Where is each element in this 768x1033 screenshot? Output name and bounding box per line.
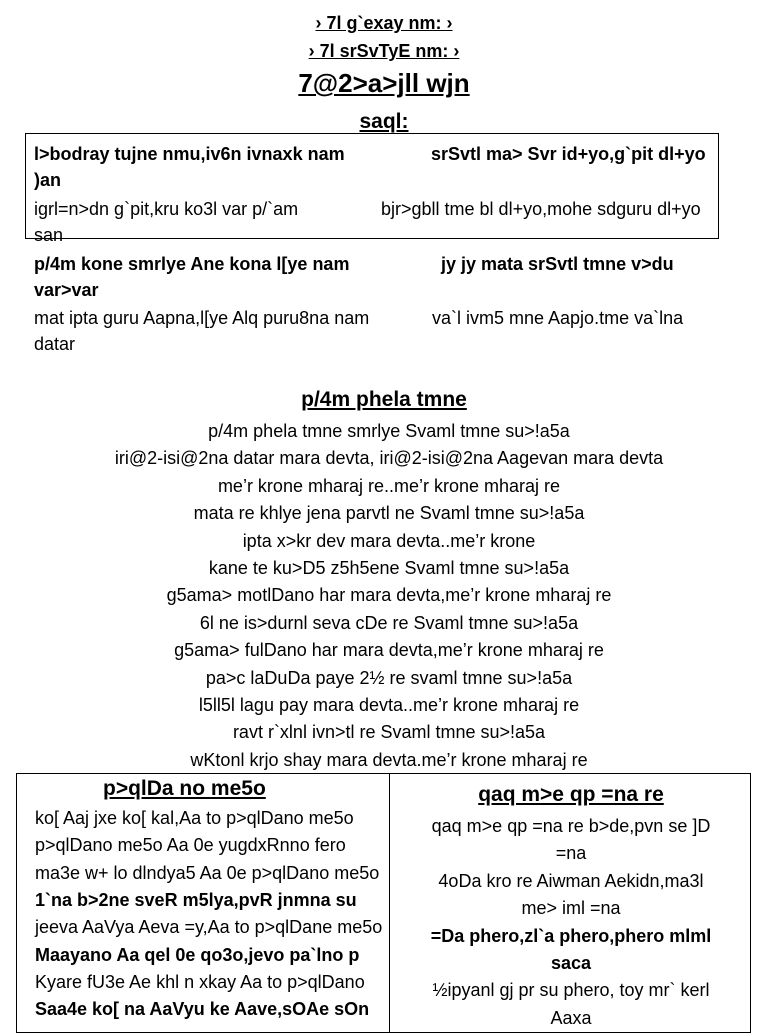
section-heading: p/4m phela tmne	[301, 388, 467, 411]
box-left-line: Maayano Aa qel 0e qo3o,jevo pa`lno p	[35, 944, 360, 965]
intro-r4-right: va`l ivm5 mne Aapjo.tme va`lna	[432, 308, 684, 328]
intro-r4-cont: datar	[34, 334, 76, 354]
intro-r2-right: bjr>gbll tme bl dl+yo,mohe sdguru dl+yo	[381, 199, 701, 219]
song-line: g5ama> motlDano har mara devta,me’r krone mharaj re	[166, 585, 612, 606]
box-right-line: ½ipyanl gj pr su phero, toy mr` kerl	[432, 980, 710, 1001]
box-right-line: qaq m>e qp =na re b>de,pvn se ]D	[431, 816, 711, 836]
page-title: 7@2>a>jll wjn	[298, 68, 470, 98]
intro-r2-left: igrl=n>dn g`pit,kru ko3l var p/`am	[34, 199, 299, 219]
box-right-line: Aaxa	[550, 1007, 592, 1028]
song-line: l5ll5l lagu pay mara devta..me’r krone mharaj re	[198, 694, 580, 715]
intro-r1-left: l>bodray tujne nmu,iv6n ivnaxk nam	[34, 144, 345, 164]
box-left-line: ma3e w+ lo dlndya5 Aa 0e p>qlDano me5o	[35, 862, 380, 883]
box-left-line: Saa4e ko[ na AaVyu ke Aave,sOAe sOn	[35, 999, 370, 1020]
page-subtitle: saql:	[359, 110, 409, 133]
song-line: mata re khlye jena parvtl ne Svaml tmne su>!a5a	[193, 503, 585, 524]
box-right-line: me> iml =na	[521, 898, 621, 919]
song-line: ravt r`xlnl ivn>tl re Svaml tmne su>!a5a	[232, 722, 546, 743]
song-line: 6l ne is>durnl seva cDe re Svaml tmne su>!a5a	[199, 612, 579, 633]
box-left-line: jeeva AaVya Aeva =y,Aa to p>qlDane me5o	[35, 917, 383, 938]
box-left-line: ko[ Aaj jxe ko[ kal,Aa to p>qlDano me5o	[35, 808, 354, 828]
intro-r1-right: srSvtl ma> Svr id+yo,g`pit dl+yo	[431, 144, 706, 164]
box-left-line: p>qlDano me5o Aa 0e yugdxRnno fero	[35, 835, 346, 856]
box-right-line: =Da phero,zl`a phero,phero mlml	[430, 925, 712, 946]
box-right-line: 4oDa kro re Aiwman Aekidn,ma3l	[438, 870, 704, 891]
song-box-left	[16, 773, 391, 1033]
box-left-heading: p>qlDa no me5o	[103, 777, 266, 800]
song-line: me’r krone mharaj re..me’r krone mharaj re	[217, 475, 561, 496]
header-line-1: › 7l g`exay nm: ›	[315, 13, 453, 33]
song-box-right	[389, 773, 751, 1033]
intro-r2-cont: san	[34, 225, 64, 245]
song-line: p/4m phela tmne smrlye Svaml tmne su>!a5a	[208, 421, 570, 441]
song-line: pa>c laDuDa paye 2½ re svaml tmne su>!a5a	[205, 667, 573, 688]
box-right-heading: qaq m>e qp =na re	[478, 783, 664, 806]
box-right-line: =na	[555, 843, 587, 864]
box-left-line: 1`na b>2ne sveR m5lya,pvR jnmna su	[35, 889, 357, 910]
header-line-2: › 7l srSvTyE nm: ›	[308, 41, 460, 61]
song-line: wKtonl krjo shay mara devta.me’r krone mharaj re	[190, 749, 588, 770]
intro-r3-right: jy jy mata srSvtl tmne v>du	[441, 254, 674, 274]
intro-r3-cont: var>var	[34, 280, 99, 300]
song-line: g5ama> fulDano har mara devta,me’r krone mharaj re	[174, 640, 604, 661]
song-line: ipta x>kr dev mara devta..me’r krone	[242, 530, 536, 551]
intro-r3-left: p/4m kone smrlye Ane kona l[ye nam	[34, 254, 350, 274]
intro-r1-cont: )an	[34, 170, 61, 190]
song-line: iri@2-isi@2na datar mara devta, iri@2-isi@2na Aagevan mara devta	[114, 448, 664, 469]
intro-r4-left: mat ipta guru Aapna,l[ye Alq puru8na nam	[34, 308, 370, 328]
song-line: kane te ku>D5 z5h5ene Svaml tmne su>!a5a	[208, 557, 570, 578]
box-left-line: Kyare fU3e Ae khl n xkay Aa to p>qlDano	[35, 971, 365, 992]
box-right-line: saca	[550, 953, 592, 973]
song-lines	[0, 418, 768, 774]
